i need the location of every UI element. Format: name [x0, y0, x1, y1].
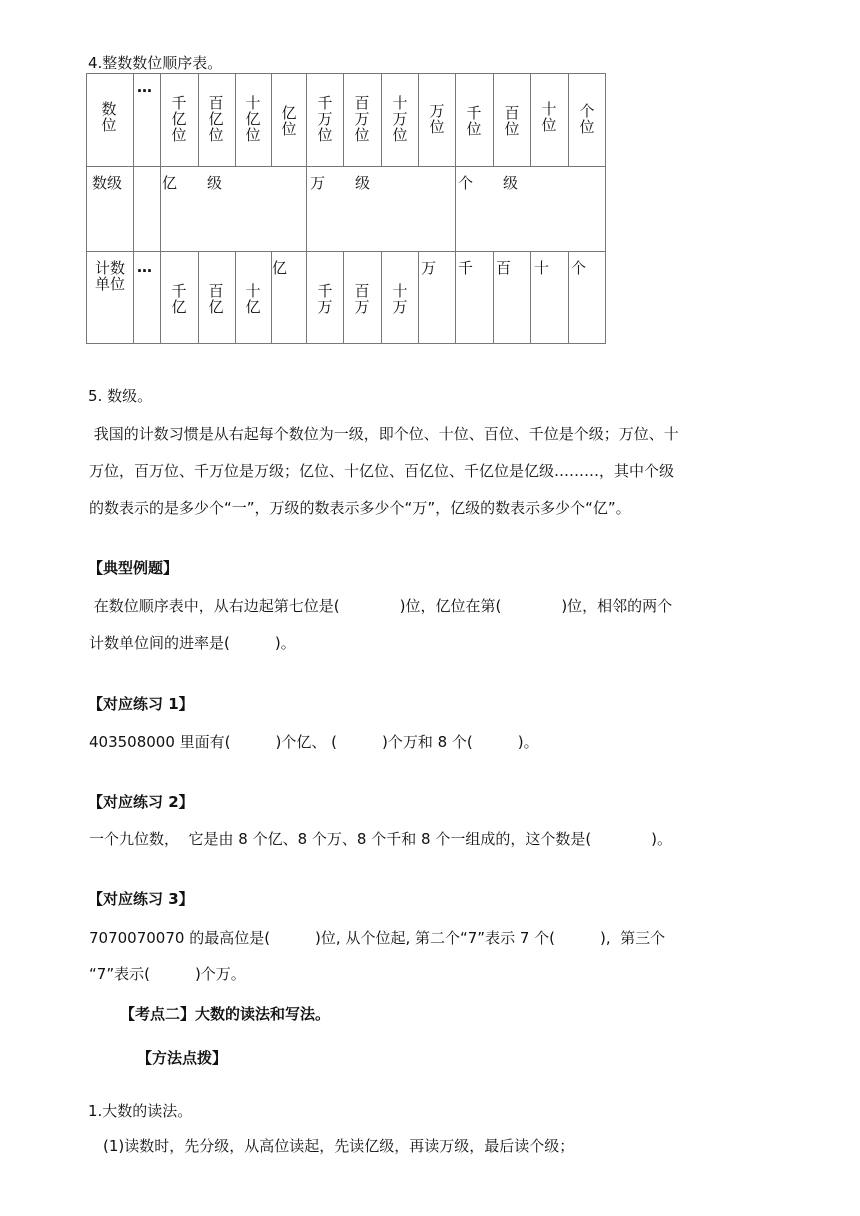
level-yi: 亿 级 — [162, 174, 223, 192]
level-ge: 个 级 — [458, 174, 519, 192]
reading-title: 1.大数的读法。 — [88, 1102, 193, 1120]
unit-cell: 亿 — [272, 259, 288, 277]
header-cell: 十位 — [541, 100, 557, 134]
method-heading: 【方法点拨】 — [137, 1049, 228, 1067]
header-cell: 十亿位 — [245, 94, 261, 144]
exercise-1-text: 403508000 里面有( )个亿、 ( )个万和 8 个( )。 — [89, 733, 539, 751]
unit-cell: 千万 — [317, 282, 333, 316]
header-cell: 万位 — [429, 102, 445, 136]
unit-cell: 十万 — [392, 282, 408, 316]
unit-cell: 个 — [571, 259, 587, 277]
header-cell: 数位 — [101, 100, 117, 134]
unit-cell: 千 — [458, 259, 474, 277]
example-line: 计数单位间的进率是( )。 — [89, 634, 296, 652]
unit-cell: 千亿 — [171, 282, 187, 316]
header-cell: 百位 — [504, 104, 520, 138]
ellipsis-cell: … — [137, 258, 152, 276]
place-value-table — [86, 73, 606, 344]
exercise-3-heading: 【对应练习 3】 — [88, 890, 194, 908]
unit-cell: 十 — [534, 259, 550, 277]
header-cell: 十万位 — [392, 94, 408, 144]
header-cell: 百万位 — [354, 94, 370, 144]
unit-cell: 万 — [421, 259, 437, 277]
reading-rule-1: (1)读数时，先分级，从高位读起，先读亿级，再读万级，最后读个级； — [103, 1137, 575, 1155]
level-label: 数级 — [92, 174, 123, 192]
section-5-title: 5. 数级。 — [88, 387, 153, 405]
unit-cell: 百万 — [354, 282, 370, 316]
header-cell: 亿位 — [281, 104, 297, 138]
unit-cell: 百亿 — [208, 282, 224, 316]
key-point-2: 【考点二】大数的读法和写法。 — [120, 1005, 331, 1023]
exercise-2-heading: 【对应练习 2】 — [88, 793, 194, 811]
level-wan: 万 级 — [310, 174, 371, 192]
unit-cell: 百 — [496, 259, 512, 277]
paragraph-line: 万位，百万位、千万位是万级；亿位、十亿位、百亿位、千亿位是亿级………，其中个级 — [89, 462, 675, 480]
example-heading: 【典型例题】 — [88, 559, 179, 577]
unit-cell: 十亿 — [245, 282, 261, 316]
header-cell: 千万位 — [317, 94, 333, 144]
header-cell: 千亿位 — [171, 94, 187, 144]
paragraph-line: 的数表示的是多少个“一”，万级的数表示多少个“万”，亿级的数表示多少个“亿”。 — [89, 499, 631, 517]
section-4-title: 4.整数数位顺序表。 — [88, 54, 223, 72]
ellipsis-cell: … — [137, 78, 152, 96]
header-cell: 千位 — [466, 104, 482, 138]
exercise-3-line: “7”表示( )个万。 — [89, 965, 246, 983]
unit-label: 计数单位 — [94, 259, 125, 293]
header-cell: 百亿位 — [208, 94, 224, 144]
header-cell: 个位 — [579, 102, 595, 136]
example-line: 在数位顺序表中，从右边起第七位是( )位，亿位在第( )位，相邻的两个 — [89, 597, 673, 615]
exercise-2-text: 一个九位数， 它是由 8 个亿、8 个万、8 个千和 8 个一组成的，这个数是( )。 — [89, 830, 673, 848]
exercise-3-line: 7070070070 的最高位是( )位, 从个位起, 第二个“7”表示 7 个( ), 第三个 — [89, 929, 666, 947]
exercise-1-heading: 【对应练习 1】 — [88, 695, 194, 713]
paragraph-line: 我国的计数习惯是从右起每个数位为一级，即个位、十位、百位、千位是个级；万位、十 — [89, 425, 679, 443]
